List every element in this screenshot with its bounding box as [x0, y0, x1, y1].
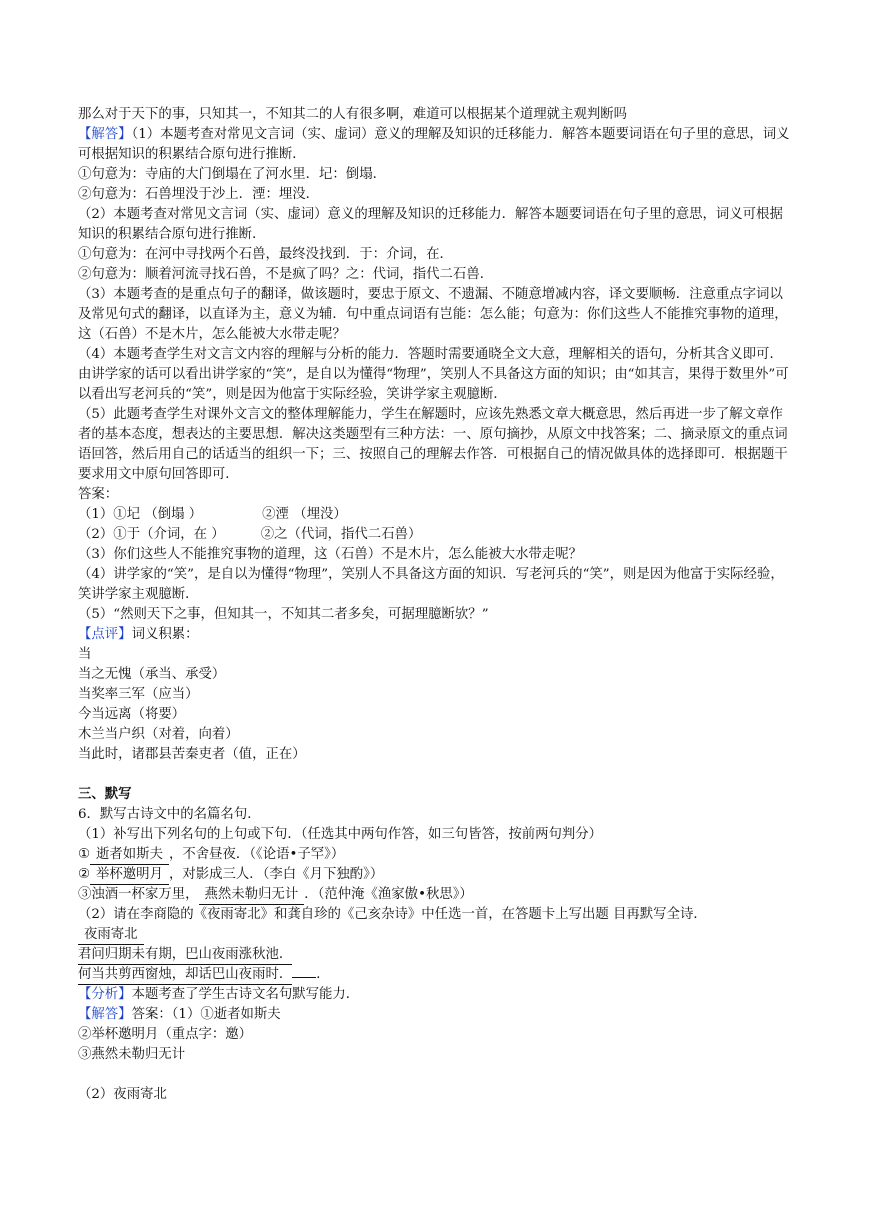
paragraph: （2）本题考查对常见文言词（实、虚词）意义的理解及知识的迁移能力．解答本题要词语在句子里的意思，词义可根据知识的积累结合原句进行推断．: [78, 207, 783, 242]
paragraph: 答案：: [78, 487, 119, 502]
fill-blank-line: [78, 845, 793, 865]
blank-tail: [292, 977, 316, 978]
paragraph: （5）此题考查学生对课外文言文的整体理解能力，学生在解题时，应该先熟悉文章大概意思，然后再进一步了解文章作者的基本态度，想表达的主要思想．解决这类题型有三种方法：一、原句摘抄，从原文中找答案；二、摘录原文的重点词语回答，然后用自己的话适当的组织一下；三、按照自己的理解去作答．可根据自己的情况做具体的选择即可．根据题干要求用文中原句回答即可．: [78, 407, 788, 482]
answer-part: （1）①圮 （倒塌 ）: [78, 507, 203, 522]
paragraph: [78, 125, 793, 165]
spacer: [78, 765, 793, 785]
poem-line: [78, 965, 793, 985]
paragraph: ②句意为：顺着河流寻找石兽，不是疯了吗？之：代词，指代二石兽．: [78, 267, 494, 282]
paragraph-text: 词义积累：: [131, 627, 199, 642]
paragraph: ③燕然未勒归无计: [78, 1047, 186, 1062]
analysis-tag: 【分析】: [78, 987, 132, 1002]
poem-text: 何当共剪西窗烛，却话巴山夜雨时．: [78, 966, 292, 985]
filled-blank: 举杯邀明月: [90, 866, 169, 885]
paragraph: ①句意为：寺庙的大门倒塌在了河水里．圮：倒塌．: [78, 167, 386, 182]
paragraph: ②举杯邀明月（重点字：邀）: [78, 1027, 253, 1042]
paragraph: （3）本题考查的是重点句子的翻译，做该题时，要忠于原文、不遗漏、不随意增减内容，译文要顺畅．注意重点字词以及常见句式的翻译，以直译为主，意义为辅．句中重点词语有岂能：怎么能；句意为：你们这些人不能推究事物的道理，这（石兽）不是木片，怎么能被大水带走呢？: [78, 287, 788, 342]
answer-line: [78, 525, 793, 545]
poem-end: ．: [316, 967, 330, 982]
paragraph-text: （1）本题考查对常见文言词（实、虚词）意义的理解及知识的迁移能力．解答本题要词语在句子里的意思，词义可根据知识的积累结合原句进行推断．: [78, 127, 790, 162]
paragraph: 当奖率三军（应当）: [78, 687, 199, 702]
paragraph: （4）本题考查学生对文言文内容的理解与分析的能力．答题时需要通晓全文大意，理解相关的语句，分析其含义即可．由讲学家的话可以看出讲学家的“笑”，是自以为懂得“物理”，笑别人不具备这方面的知识；由“如其言，果得于数里外”可以看出写老河兵的“笑”，则是因为他富于实际经验，笑讲学家主观臆断．: [78, 347, 789, 402]
fill-blank-line: [78, 865, 793, 885]
poem-line: [78, 945, 793, 965]
question-part: （2）请在李商隐的《夜雨寄北》和龚自珍的《己亥杂诗》中任选一首，在答题卡上写出题 目再默写全诗．: [78, 907, 707, 922]
poem-title: 夜雨寄北: [78, 926, 144, 945]
paragraph: 当此时，诸郡县苦秦吏者（值，正在）: [78, 747, 306, 762]
answer-tag: 【解答】: [78, 1007, 132, 1022]
paragraph: 当之无愧（承当、承受）: [78, 667, 226, 682]
question: 6．默写古诗文中的名篇名句．: [78, 807, 261, 822]
line-suffix: ，不舍昼夜．（《论语•子罕》）: [168, 847, 345, 862]
filled-blank: 逝者如斯夫: [90, 846, 169, 865]
answer-line: [78, 505, 793, 525]
document-body: [78, 105, 793, 1105]
line-prefix: ①: [78, 847, 91, 862]
answer-part: （2）①于（介词，在 ）: [78, 527, 225, 542]
poem-title-line: [78, 925, 793, 945]
line-suffix: ，对影成三人．（李白《月下独酌》）: [168, 867, 384, 882]
paragraph: [78, 985, 793, 1005]
paragraph: （5）“然则天下之事，但知其一，不知其二者多矣，可据理臆断欤？”: [78, 607, 489, 622]
paragraph: ②句意为：石兽埋没于沙上．湮：埋没．: [78, 187, 320, 202]
paragraph: [78, 625, 793, 645]
paragraph: （4）讲学家的“笑”，是自以为懂得“物理”，笑别人不具备这方面的知识．写老河兵的“笑”，则是因为他富于实际经验，笑讲学家主观臆断．: [78, 567, 784, 602]
answer-part: ②湮 （埋没）: [262, 507, 347, 522]
paragraph: 当: [78, 647, 92, 662]
paragraph: 木兰当户织（对着，向着）: [78, 727, 239, 742]
paragraph: ①句意为：在河中寻找两个石兽，最终没找到．于：介词，在．: [78, 247, 453, 262]
answer-tag: 【解答】: [78, 127, 132, 142]
line-prefix: ③浊酒一杯家万里，: [78, 887, 199, 902]
paragraph: （2）夜雨寄北: [78, 1087, 167, 1102]
spacer: [78, 1065, 793, 1085]
paragraph-text: 本题考查了学生古诗文名句默写能力．: [131, 987, 360, 1002]
answer-part: ②之（代词，指代二石兽）: [260, 527, 422, 542]
paragraph: （3）你们这些人不能推究事物的道理，这（石兽）不是木片，怎么能被大水带走呢？: [78, 547, 582, 562]
line-suffix: ．（范仲淹《渔家傲•秋思》）: [304, 887, 473, 902]
section-title: 三、默写: [78, 787, 132, 802]
comment-tag: 【点评】: [78, 627, 132, 642]
poem-text: 君问归期未有期，巴山夜雨涨秋池．: [78, 946, 292, 965]
line-prefix: ②: [78, 867, 91, 882]
filled-blank: 燕然未勒归无计: [199, 886, 305, 905]
paragraph: 那么对于天下的事，只知其一，不知其二的人有很多啊，难道可以根据某个道理就主观判断吗: [78, 107, 628, 122]
paragraph-text: 答案：（1）①逝者如斯夫: [131, 1007, 281, 1022]
paragraph: [78, 1005, 793, 1025]
question-part: （1）补写出下列名句的上句或下句．（任选其中两句作答，如三句皆答，按前两句判分）: [78, 827, 603, 842]
paragraph: 今当远离（将要）: [78, 707, 186, 722]
fill-blank-line: [78, 885, 793, 905]
